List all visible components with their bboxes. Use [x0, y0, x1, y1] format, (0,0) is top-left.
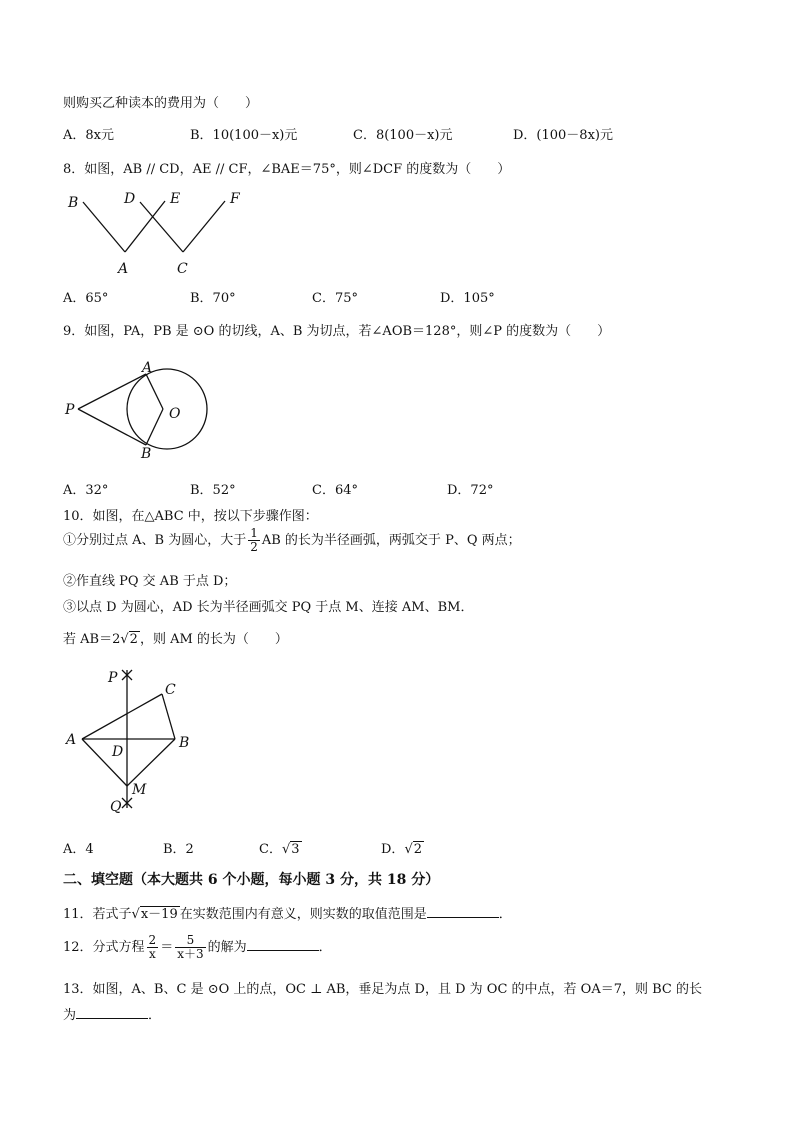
q10-option-c-radicand: 3 — [291, 842, 300, 857]
q8-option-c[interactable]: C．75° — [312, 291, 358, 306]
q11-radicand: x－19 — [140, 907, 178, 922]
q11-answer-blank[interactable] — [427, 905, 499, 918]
q12-post: 的解为 — [207, 940, 247, 955]
q12-fraction-right — [175, 934, 205, 961]
q10-option-d[interactable]: D．√2 — [381, 842, 423, 857]
q8-label-e: E — [170, 191, 181, 207]
q7-option-c[interactable]: C．8(100－x)元 — [353, 128, 453, 143]
q11-sqrt: √x－19 — [131, 907, 178, 922]
q10-step2: ②作直线 PQ 交 AB 于点 D； — [63, 574, 237, 589]
q10-label-d: D — [112, 744, 124, 760]
q10-label-q: Q — [110, 799, 122, 815]
q10-sqrt: √2 — [120, 632, 138, 647]
q9-label-b: B — [141, 446, 152, 462]
q12-right-numerator: 5 — [175, 934, 205, 948]
q8-question: 8．如图，AB // CD，AE // CF，∠BAE＝75°，则∠DCF 的度数为（ ） — [63, 162, 511, 177]
q9-label-o: O — [169, 406, 181, 422]
q12-period: ． — [318, 940, 332, 955]
q9-label-p: P — [65, 402, 75, 418]
q8-option-b[interactable]: B．70° — [190, 291, 236, 306]
q10-fraction-denominator: 2 — [250, 540, 258, 554]
q13-line2-pre: 为 — [63, 1008, 77, 1023]
q12-fraction-left — [147, 934, 159, 961]
q10-label-m: M — [132, 782, 147, 798]
q12-equals: ＝ — [160, 940, 174, 955]
q9-label-a: A — [142, 360, 153, 376]
q12-left-numerator: 2 — [148, 933, 157, 947]
q13-answer-blank[interactable] — [76, 1006, 148, 1019]
q13-period: ． — [148, 1008, 162, 1023]
q13-question-line1: 13．如图，A、B、C 是 ⊙O 上的点，OC ⊥ AB，垂足为点 D，且 D 为 OC 的中点，若 OA＝7，则 BC 的长 — [63, 982, 702, 997]
q8-option-d[interactable]: D．105° — [440, 291, 495, 306]
q8-label-a: A — [118, 261, 129, 277]
q8-label-b: B — [68, 195, 79, 211]
q11-pre: 11．若式子 — [63, 907, 132, 922]
q10-condition-pre: 若 AB＝2 — [63, 632, 121, 647]
q10-condition-post: ，则 AM 的长为（ ） — [139, 632, 288, 647]
q10-step1 — [63, 527, 521, 554]
q12-left-denominator: x — [148, 947, 156, 961]
q12-question — [63, 934, 332, 961]
q10-question: 10．如图，在△ABC 中，按以下步骤作图： — [63, 509, 318, 524]
q10-option-a[interactable]: A．4 — [63, 842, 94, 857]
q7-option-b[interactable]: B．10(100－x)元 — [190, 128, 298, 143]
q8-option-a[interactable]: A．65° — [63, 291, 109, 306]
q12-right-denominator: x＋3 — [177, 947, 204, 961]
q9-question: 9．如图，PA，PB 是 ⊙O 的切线，A、B 为切点，若∠AOB＝128°，则∠P 的度数为（ ） — [63, 324, 611, 339]
q10-half-fraction — [248, 527, 260, 554]
q9-option-c[interactable]: C．64° — [312, 483, 358, 498]
q10-label-a: A — [66, 732, 77, 748]
q12-answer-blank[interactable] — [247, 938, 319, 951]
q8-options — [63, 287, 743, 305]
q10-step3: ③以点 D 为圆心，AD 长为半径画弧交 PQ 于点 M、连接 AM、BM． — [63, 600, 474, 615]
q8-label-c: C — [177, 261, 188, 277]
q10-option-d-radicand: 2 — [413, 842, 423, 857]
q9-option-a[interactable]: A．32° — [63, 483, 109, 498]
q11-post: 在实数范围内有意义，则实数的取值范围是 — [179, 907, 427, 922]
q11-question — [63, 903, 512, 922]
q10-condition — [63, 628, 288, 647]
section-2-heading: 二、填空题（本大题共 6 个小题，每小题 3 分，共 18 分） — [63, 872, 440, 888]
q8-label-d: D — [124, 191, 136, 207]
q9-options — [63, 479, 743, 497]
q7-option-a[interactable]: A．8x元 — [63, 128, 114, 143]
q10-label-p: P — [108, 670, 118, 686]
q10-label-b: B — [179, 735, 190, 751]
q10-options — [63, 838, 743, 856]
q9-option-b[interactable]: B．52° — [190, 483, 236, 498]
q12-pre: 12．分式方程 — [63, 940, 145, 955]
q10-fraction-numerator: 1 — [250, 526, 258, 540]
q10-option-c[interactable]: C．√3 — [259, 842, 300, 857]
q10-label-c: C — [165, 682, 176, 698]
q10-sqrt-radicand: 2 — [129, 632, 138, 647]
q11-period: ． — [498, 907, 512, 922]
q9-option-d[interactable]: D．72° — [447, 483, 494, 498]
q8-label-f: F — [230, 191, 240, 207]
q10-option-d-prefix: D． — [381, 842, 405, 857]
q7-option-d[interactable]: D．(100－8x)元 — [513, 128, 613, 143]
q10-step1-post: AB 的长为半径画弧，两弧交于 P、Q 两点； — [261, 533, 521, 548]
q7-options — [63, 124, 743, 142]
q10-step1-pre: ①分别过点 A、B 为圆心，大于 — [63, 533, 247, 548]
q10-option-c-prefix: C． — [259, 842, 282, 857]
q13-question-line2 — [63, 1004, 161, 1023]
q7-tail-text: 则购买乙种读本的费用为（ ） — [63, 96, 259, 111]
q10-option-b[interactable]: B．2 — [163, 842, 194, 857]
